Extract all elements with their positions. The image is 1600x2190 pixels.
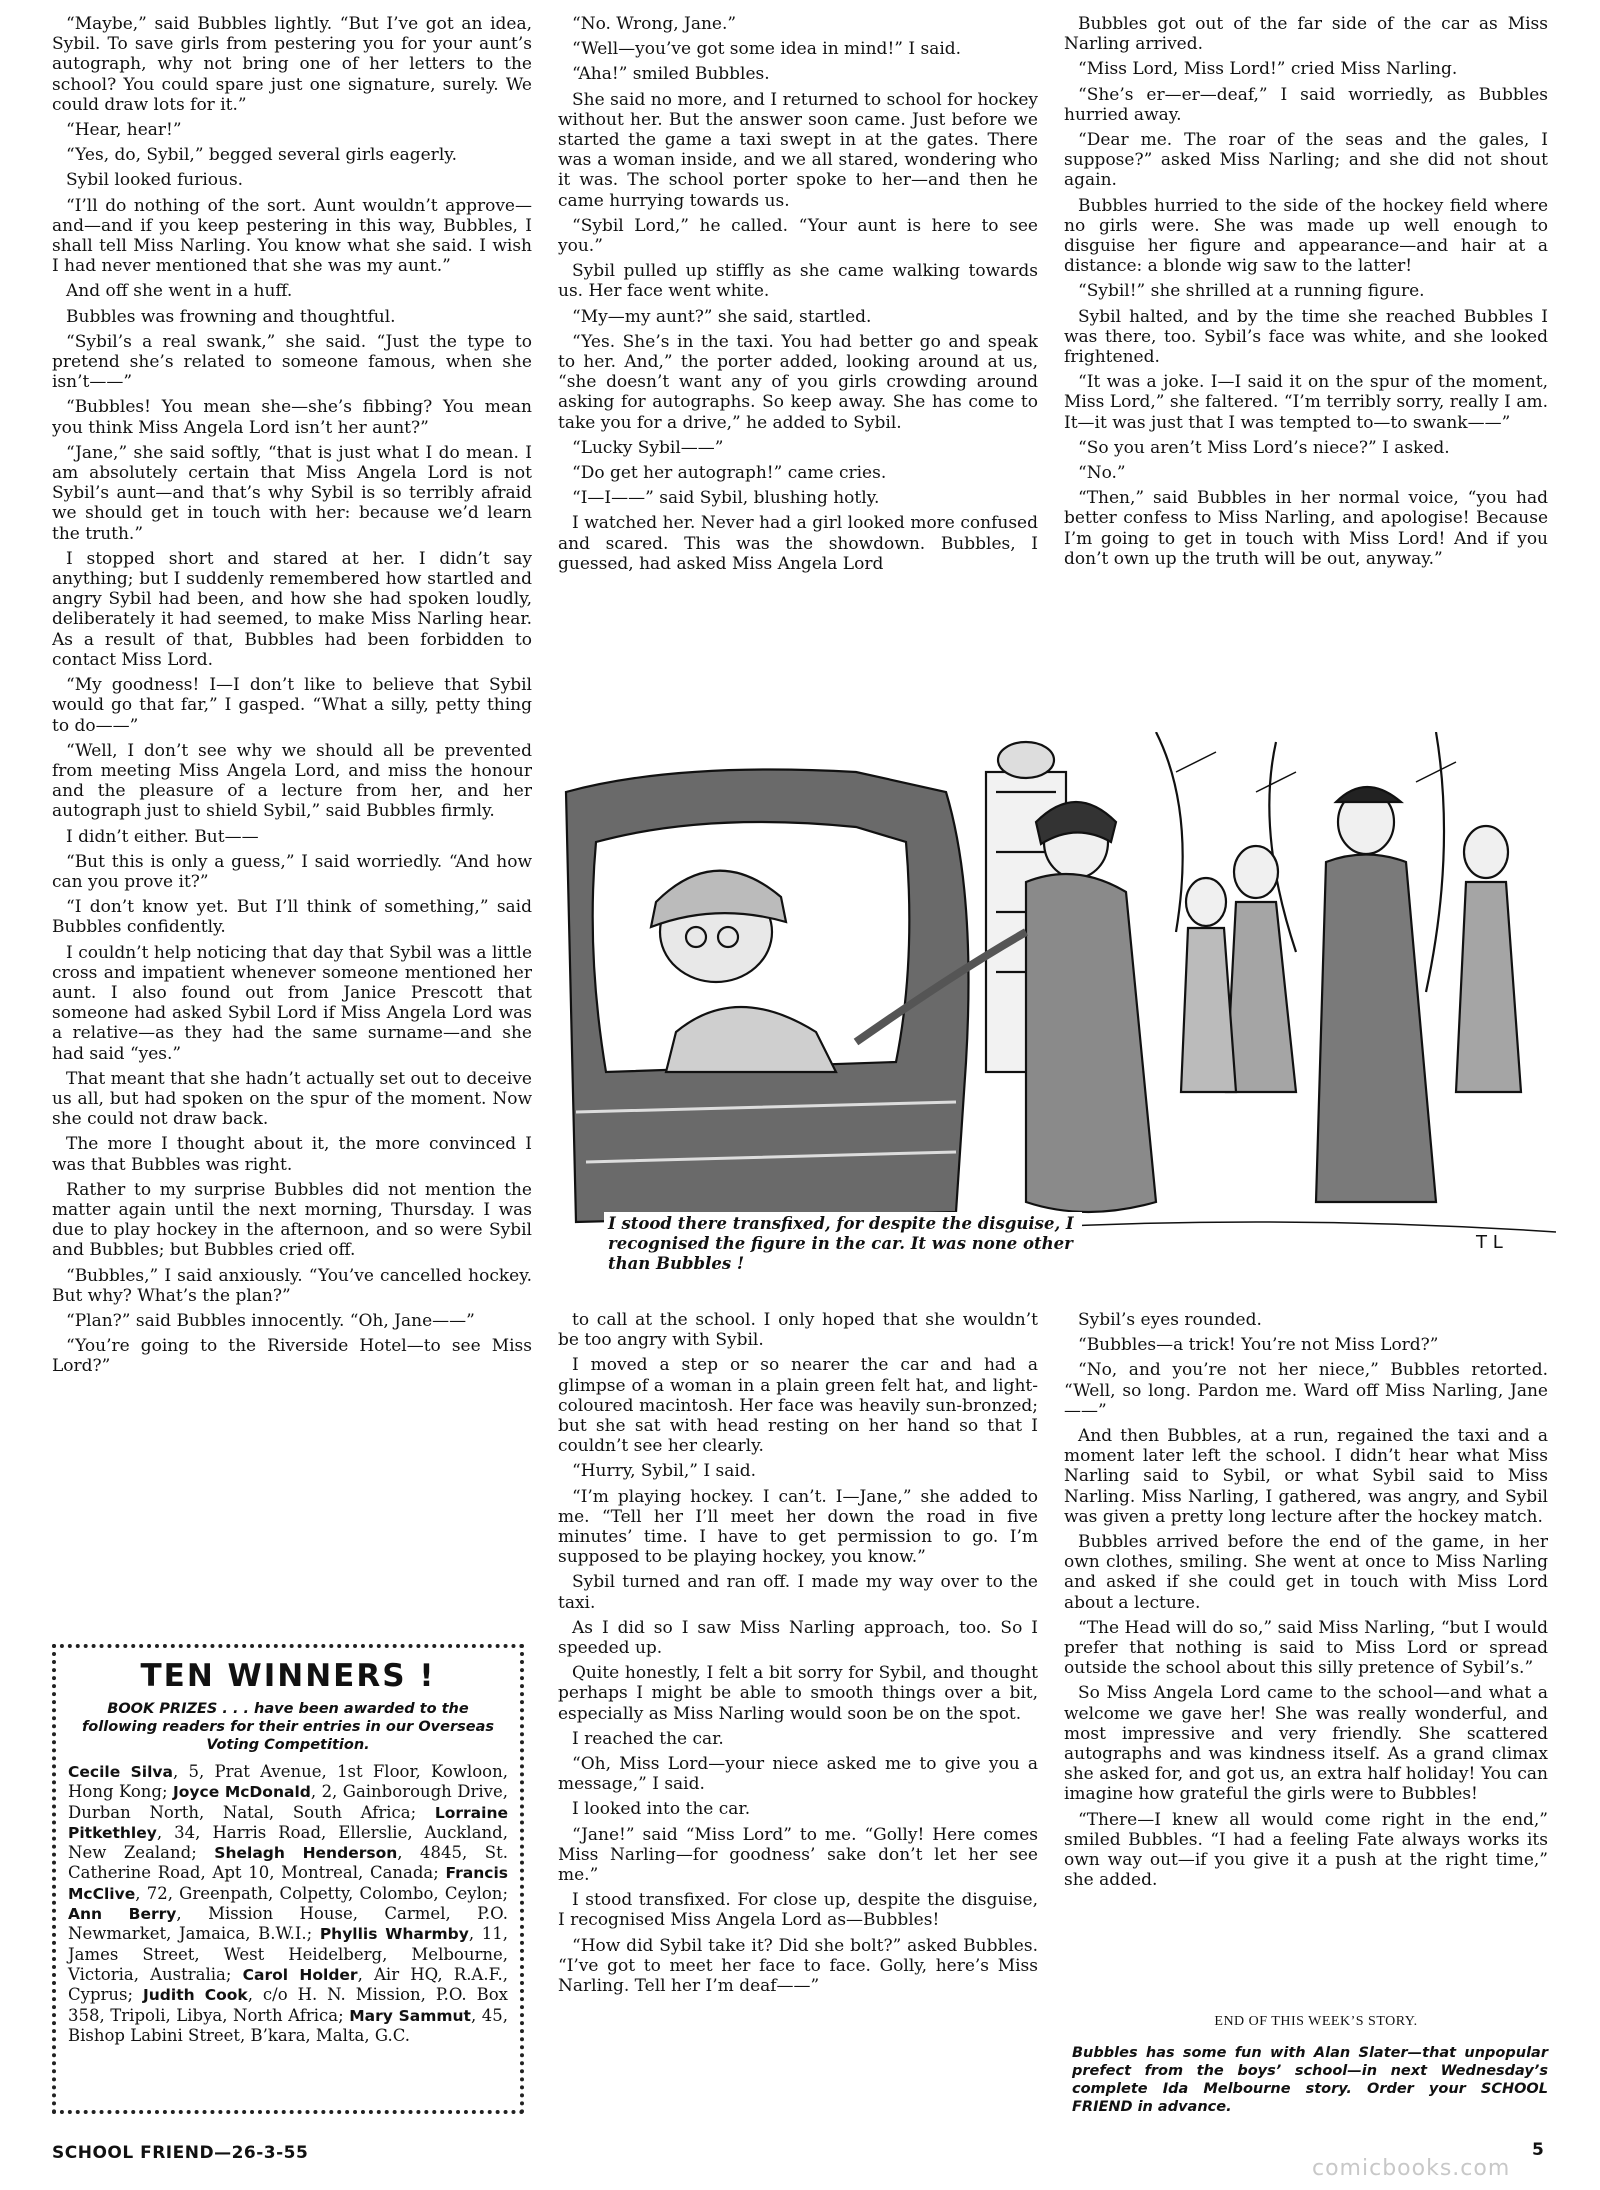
story-paragraph: The more I thought about it, the more convinced I was that Bubbles was right. — [52, 1134, 532, 1175]
story-paragraph: I watched her. Never had a girl looked more confused and scared. This was the showdown. Bubbles, I guessed, had asked Miss Angela Lord — [558, 513, 1038, 574]
story-paragraph: “Then,” said Bubbles in her normal voice, “you had better confess to Miss Narling, and apologise! Because I’m going to get in touch with Miss Lord! And if you don’t own up the truth will be out, anyway.” — [1064, 488, 1548, 569]
story-column-3-bottom — [1064, 1310, 1548, 2000]
story-paragraph: Bubbles arrived before the end of the game, in her own clothes, smiling. She went at once to Miss Narling and asked if she could get in touch with Miss Lord about a lecture. — [1064, 1532, 1548, 1613]
story-paragraph: “Miss Lord, Miss Lord!” cried Miss Narling. — [1078, 59, 1458, 80]
story-paragraph: Quite honestly, I felt a bit sorry for Sybil, and thought perhaps I might be able to smooth things over a bit, especially as Miss Narling would soon be on the spot. — [558, 1663, 1038, 1724]
winner-address: Air HQ, R.A.F., Cyprus — [68, 1964, 508, 2005]
winner-address: 34, Harris Road, Ellerslie, Auckland, New Zealand — [68, 1822, 508, 1863]
winner-name: Francis McClive — [68, 1864, 508, 1903]
story-paragraph: “But this is only a guess,” I said worriedly. “And how can you prove it?” — [52, 851, 532, 892]
story-paragraph: “Sybil Lord,” he called. “Your aunt is here to see you.” — [558, 215, 1038, 257]
story-paragraph: I couldn’t help noticing that day that Sybil was a little cross and impatient whenever someone mentioned her aunt. I also found out from Janice Prescott that someone had asked Sybil Lord if Miss Angela Lord was a relative—as they had the same surname—and she had said “yes.” — [52, 942, 532, 1064]
story-paragraph: “No. Wrong, Jane.” — [572, 14, 737, 34]
story-paragraph: Sybil looked furious. — [66, 170, 244, 191]
story-paragraph: Sybil’s eyes rounded. — [1078, 1310, 1262, 1330]
story-paragraph: “My—my aunt?” she said, startled. — [572, 306, 872, 327]
winners-intro: BOOK PRIZES . . . have been awarded to the following readers for their entries in our Overseas Voting Competition. — [81, 1701, 495, 1753]
story-column-2-top — [558, 14, 1038, 704]
winner-name: Joyce McDonald — [173, 1783, 311, 1802]
winner-address: 4845, St. Catherine Road, Apt 10, Montreal, Canada — [68, 1843, 508, 1883]
story-paragraph: Bubbles got out of the far side of the car as Miss Narling arrived. — [1064, 14, 1548, 55]
story-paragraph: Sybil pulled up stiffly as she came walking towards us. Her face went white. — [558, 261, 1038, 302]
story-paragraph: “I’m playing hockey. I can’t. I—Jane,” she added to me. “Tell her I’ll meet her down the road in five minutes’ time. I have to get permission to go. I’m supposed to be playing hockey, you know.” — [558, 1486, 1038, 1568]
story-paragraph: I looked into the car. — [572, 1799, 751, 1820]
winner-address: 11, James Street, West Heidelberg, Melbourne, Victoria, Australia — [68, 1924, 508, 1984]
story-paragraph: Sybil turned and ran off. I made my way over to the taxi. — [558, 1572, 1038, 1613]
story-paragraph: “Bubbles! You mean she—she’s fibbing? You mean you think Miss Angela Lord isn’t her aunt?” — [52, 397, 532, 438]
winner-name: Phyllis Wharmby — [319, 1925, 469, 1944]
story-paragraph: So Miss Angela Lord came to the school—and what a welcome we gave her! She was really wonderful, and most impressive and very friendly. She scattered autographs and was kindness itself. As a grand climax she asked for, and got us, an extra half holiday! You can imagine how grateful the girls were to Bubbles! — [1064, 1683, 1548, 1805]
story-paragraph: Bubbles hurried to the side of the hockey field where no girls were. She was made up well enough to disguise her figure and appearance—and hair at a distance: a blonde wig saw to the latter! — [1064, 195, 1548, 277]
story-paragraph: “The Head will do so,” said Miss Narling, “but I would prefer that nothing is said to Miss Lord or spread outside the school about this silly pretence of Sybil’s.” — [1064, 1617, 1548, 1679]
story-paragraph: “I’ll do nothing of the sort. Aunt wouldn’t approve—and—and if you keep pestering in this way, Bubbles, I shall tell Miss Narling. You know what she said. I wish I had never mentioned that she was my aunt.” — [52, 195, 532, 277]
winners-title: TEN WINNERS ! — [140, 1658, 436, 1694]
story-paragraph: “Bubbles,” I said anxiously. “You’ve cancelled hockey. But why? What’s the plan?” — [52, 1265, 532, 1306]
story-paragraph: “Hear, hear!” — [66, 120, 182, 141]
story-paragraph: “My goodness! I—I don’t like to believe that Sybil would go that far,” I gasped. “What a silly, petty thing to do——” — [52, 675, 532, 736]
story-paragraph: I didn’t either. But—— — [66, 826, 259, 847]
story-paragraph: “Jane,” she said softly, “that is just what I do mean. I am absolutely certain that Miss Angela Lord is not Sybil’s aunt—and that’s why Sybil is so terribly afraid we should get in touch with her: because we’d learn the truth.” — [52, 442, 532, 544]
story-paragraph: “There—I knew all would come right in the end,” smiled Bubbles. “I had a feeling Fate always works its own way out—if you give it a push at the right time,” she added. — [1064, 1809, 1548, 1891]
winner-name: Judith Cook — [143, 1986, 248, 2005]
story-paragraph: “Dear me. The roar of the seas and the gales, I suppose?” asked Miss Narling; and she did not shout again. — [1064, 130, 1548, 191]
winner-address: c/o H. N. Mission, P.O. Box 358, Tripoli, Libya, North Africa — [68, 1985, 508, 2025]
story-paragraph: “Hurry, Sybil,” I said. — [572, 1461, 757, 1482]
story-paragraph: “It was a joke. I—I said it on the spur of the moment, Miss Lord,” she faltered. “I’m terribly sorry, really I am. It—it was just that I was tempted to—to swank——” — [1064, 372, 1548, 433]
winner-address: 2, Gainborough Drive, Durban North, Natal, South Africa — [68, 1782, 508, 1822]
story-paragraph: “Yes, do, Sybil,” begged several girls eagerly. — [66, 145, 457, 166]
winner-address: 45, Bishop Labini Street, B’kara, Malta, G.C. — [68, 2005, 509, 2045]
story-paragraph: I reached the car. — [572, 1728, 724, 1749]
ten-winners-box — [52, 1644, 524, 2114]
winner-name: Mary Sammut — [349, 2006, 471, 2025]
story-paragraph: “Plan?” said Bubbles innocently. “Oh, Jane——” — [66, 1310, 475, 1331]
illustration-caption: I stood there transfixed, for despite the disguise, I recognised the figure in the car. It was none other than Bubbles ! — [604, 1212, 1082, 1276]
story-paragraph: And off she went in a huff. — [66, 281, 293, 302]
winner-name: Lorraine Pitkethley — [68, 1803, 508, 1842]
story-paragraph: “Well, I don’t see why we should all be prevented from meeting Miss Angela Lord, and miss the honour and the pleasure of a lecture from her, and her autograph just to shield Sybil,” said Bubbles firmly. — [52, 740, 532, 822]
winners-list: Cecile Silva, 5, Prat Avenue, 1st Floor, Kowloon, Hong Kong; Joyce McDonald, 2, Gainborough Drive, Durban North, Natal, South Africa; Lorraine Pitkethley, 34, Harris Road, Ellerslie, Auckland, New Zealand; Shelagh Henderson, 4845, St. Catherine Road, Apt 10, Montreal, Canada; Francis McClive, 72, Greenpath, Colpetty, Colombo, Ceylon; Ann Berry, Mission House, Carmel, P.O. Newmarket, Jamaica, B.W.I.; Phyllis Wharmby, 11, James Street, West Heidelberg, Melbourne, Victoria, Australia; Carol Holder, Air HQ, R.A.F., Cyprus; Judith Cook, c/o H. N. Mission, P.O. Box 358, Tripoli, Libya, North Africa; Mary Sammut, 45, Bishop Labini Street, B’kara, Malta, G.C. — [68, 1762, 509, 2045]
winner-name: Ann Berry — [68, 1905, 177, 1924]
footer-masthead: SCHOOL FRIEND—26-3-55 — [52, 2143, 309, 2163]
story-paragraph: to call at the school. I only hoped that she wouldn’t be too angry with Sybil. — [558, 1310, 1038, 1351]
story-paragraph: “I—I——” said Sybil, blushing hotly. — [572, 488, 880, 509]
story-paragraph: I stopped short and stared at her. I didn’t say anything; but I suddenly remembered how startled and angry Sybil had been, and how she had spoken loudly, deliberately it had seemed, to make Miss Narling hear. As a result of that, Bubbles had been forbidden to contact Miss Lord. — [52, 548, 532, 670]
end-of-story-note: END OF THIS WEEK’S STORY. — [1214, 2014, 1418, 2029]
story-column-2-bottom — [558, 1310, 1038, 2140]
story-paragraph: I moved a step or so nearer the car and had a glimpse of a woman in a plain green felt hat, and light-coloured macintosh. Her face was heavily sun-bronzed; but she sat with head resting on her hand so that I couldn’t see her clearly. — [558, 1355, 1038, 1457]
artist-mark: T L — [1476, 1232, 1503, 1253]
story-paragraph: “Sybil!” she shrilled at a running figure. — [1078, 281, 1425, 302]
winner-address: 5, Prat Avenue, 1st Floor, Kowloon, Hong Kong — [68, 1762, 508, 1802]
story-paragraph: “Bubbles—a trick! You’re not Miss Lord?” — [1078, 1335, 1439, 1356]
story-paragraph: “Jane!” said “Miss Lord” to me. “Golly! Here comes Miss Narling—for goodness’ sake don’t let her see me.” — [558, 1824, 1038, 1886]
winner-name: Carol Holder — [242, 1965, 358, 1984]
watermark: comicbooks.com — [1312, 2156, 1511, 2181]
story-column-1 — [52, 14, 532, 1634]
story-paragraph: “Sybil’s a real swank,” she said. “Just the type to pretend she’s related to someone famous, when she isn’t——” — [52, 331, 532, 393]
story-paragraph: “Do get her autograph!” came cries. — [572, 463, 887, 484]
story-paragraph: “She’s er—er—deaf,” I said worriedly, as Bubbles hurried away. — [1064, 84, 1548, 125]
story-paragraph: Sybil halted, and by the time she reached Bubbles I was there, too. Sybil’s face was white, and she looked frightened. — [1064, 306, 1548, 368]
winner-name: Cecile Silva — [68, 1763, 173, 1781]
page-number: 5 — [1532, 2140, 1544, 2160]
story-paragraph: “You’re going to the Riverside Hotel—to see Miss Lord?” — [52, 1336, 532, 1377]
story-paragraph: “Maybe,” said Bubbles lightly. “But I’ve got an idea, Sybil. To save girls from pestering you for your aunt’s autograph, why not bring one of her letters to the school? You could spare just one signature, surely. We could draw lots for it.” — [52, 14, 532, 115]
story-paragraph: “Yes. She’s in the taxi. You had better go and speak to her. And,” the porter added, looking around at us, “she doesn’t want any of you girls crowding around asking for autographs. So keep away. She has come to take you for a drive,” he added to Sybil. — [558, 331, 1038, 433]
story-paragraph: That meant that she hadn’t actually set out to deceive us all, but had spoken on the spur of the moment. Now she could not draw back. — [52, 1068, 532, 1130]
story-paragraph: “So you aren’t Miss Lord’s niece?” I asked. — [1078, 437, 1450, 458]
story-paragraph: “I don’t know yet. But I’ll think of something,” said Bubbles confidently. — [52, 897, 532, 938]
story-paragraph: “How did Sybil take it? Did she bolt?” asked Bubbles. “I’ve got to meet her face to face. Golly, here’s Miss Narling. Tell her I’m deaf——” — [558, 1935, 1038, 1997]
story-paragraph: Rather to my surprise Bubbles did not mention the matter again until the next morning, Thursday. I was due to play hockey in the afternoon, and so were Sybil and Bubbles; but Bubbles cried off. — [52, 1179, 532, 1261]
story-paragraph: “Well—you’ve got some idea in mind!” I said. — [572, 39, 962, 60]
story-paragraph: And then Bubbles, at a run, regained the taxi and a moment later left the school. I didn’t hear what Miss Narling said to Sybil, or what Sybil said to Miss Narling. Miss Narling, I gathered, was angry, and Sybil was given a pretty long lecture after the hockey match. — [1064, 1426, 1548, 1527]
story-paragraph: Bubbles was frowning and thoughtful. — [66, 306, 396, 327]
story-paragraph: “Aha!” smiled Bubbles. — [572, 64, 770, 85]
story-paragraph: I stood transfixed. For close up, despite the disguise, I recognised Miss Angela Lord as—Bubbles! — [558, 1890, 1038, 1931]
winner-address: 72, Greenpath, Colpetty, Colombo, Ceylon — [146, 1883, 503, 1903]
next-week-teaser: Bubbles has some fun with Alan Slater—that unpopular prefect from the boys’ school—in next Wednesday’s complete Ida Melbourne story. Order your SCHOOL FRIEND in advance. — [1072, 2045, 1548, 2115]
story-column-3-top — [1064, 14, 1548, 704]
story-paragraph: “No, and you’re not her niece,” Bubbles retorted. “Well, so long. Pardon me. Ward off Miss Narling, Jane——” — [1064, 1360, 1548, 1421]
story-paragraph: She said no more, and I returned to school for hockey without her. But the answer soon came. Just before we started the game a taxi swept in at the gates. There was a woman inside, and we all stared, wondering who it was. The school porter spoke to her—and then he came hurrying towards us. — [558, 89, 1038, 211]
story-paragraph: “Oh, Miss Lord—your niece asked me to give you a message,” I said. — [558, 1754, 1038, 1795]
story-paragraph: As I did so I saw Miss Narling approach, too. So I speeded up. — [558, 1617, 1038, 1659]
story-paragraph: “Lucky Sybil——” — [572, 437, 724, 458]
story-paragraph: “No.” — [1078, 463, 1126, 484]
winner-address: Mission House, Carmel, P.O. Newmarket, Jamaica, B.W.I. — [68, 1904, 508, 1944]
winner-name: Shelagh Henderson — [214, 1844, 398, 1863]
